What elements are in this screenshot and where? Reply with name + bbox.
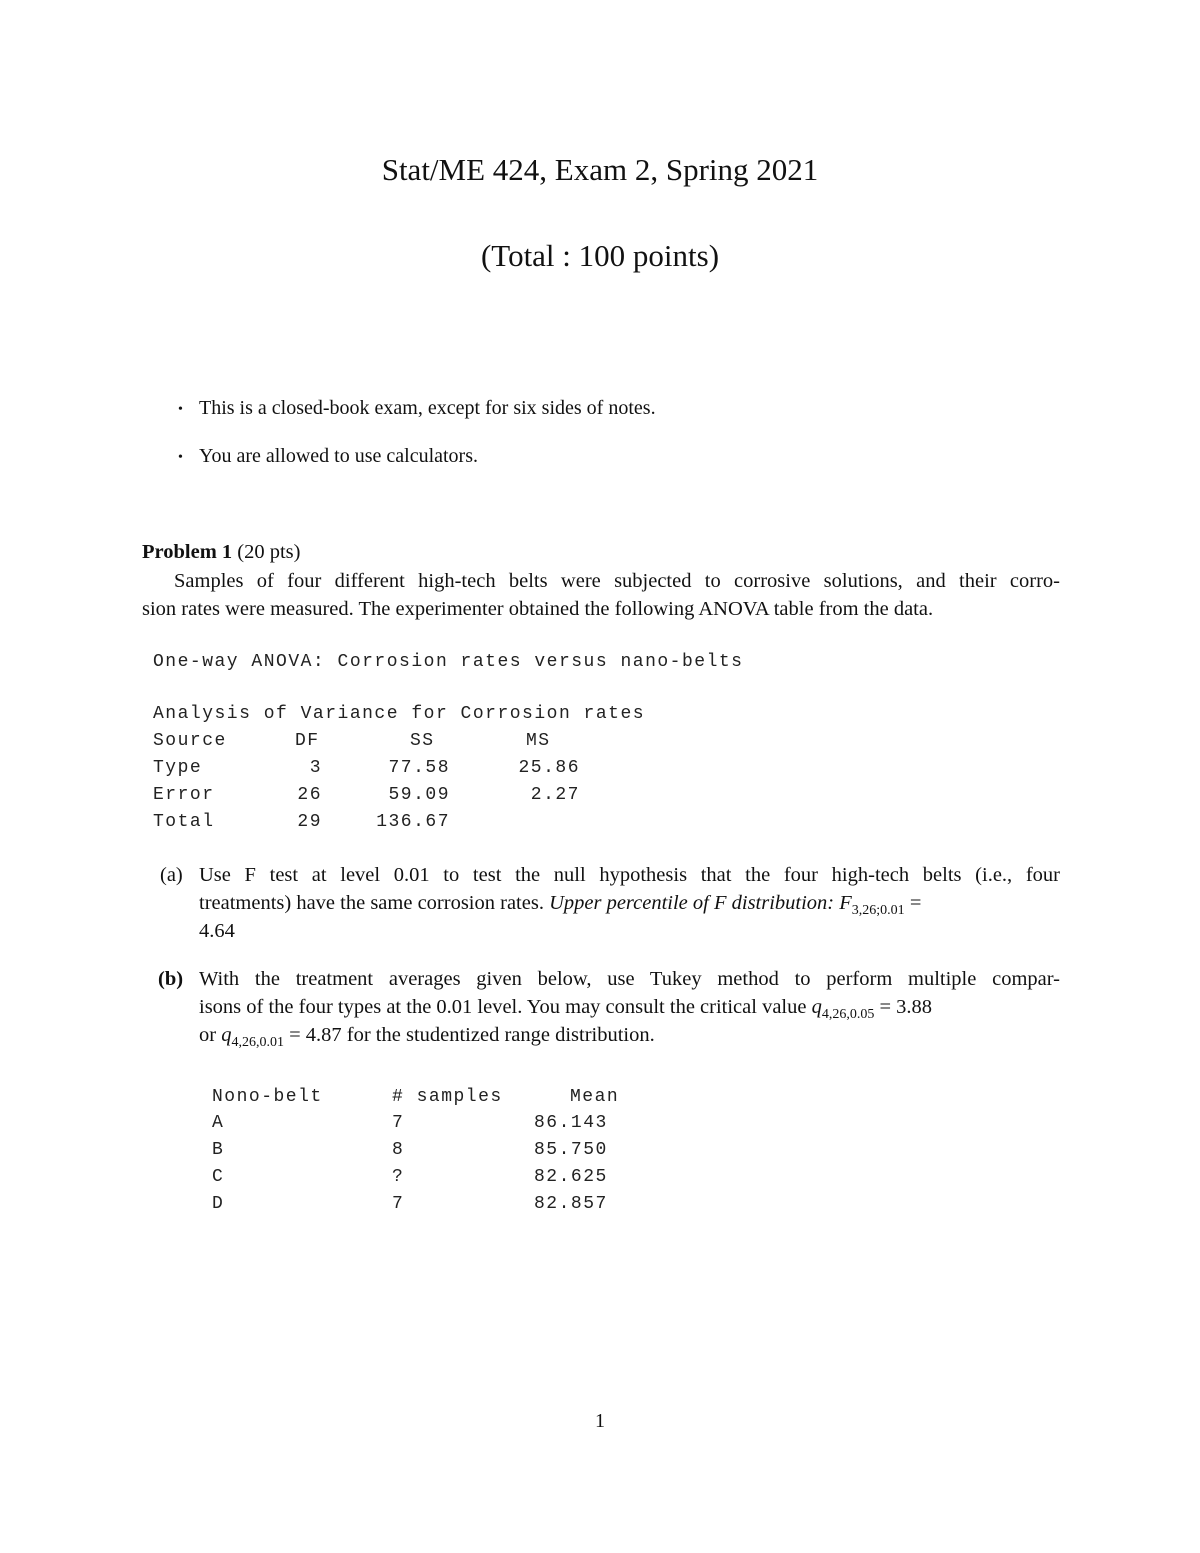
anova-cell-df: 3 — [309, 758, 322, 778]
q-symbol: q — [811, 996, 822, 1018]
means-cell-samples: 7 — [392, 1194, 405, 1214]
part-b-line3-post: for the studentized range distribution. — [346, 1024, 655, 1046]
anova-cell-df: 29 — [297, 812, 322, 832]
means-cell-samples: ? — [392, 1167, 405, 1187]
anova-cell-ss: 59.09 — [388, 785, 450, 805]
total-points: (Total : 100 points) — [480, 238, 720, 273]
q-value: = 3.88 — [879, 996, 933, 1018]
anova-cell-ss: 136.67 — [376, 812, 450, 832]
q-value: = 4.87 — [289, 1024, 342, 1046]
means-header-samples: # samples — [392, 1087, 503, 1107]
part-b-line1: With the treatment averages given below, use Tukey method to perform multiple compar- — [199, 968, 1060, 990]
means-cell-mean: 82.857 — [534, 1194, 608, 1214]
means-cell-belt: A — [212, 1113, 225, 1133]
anova-cell-ss: 77.58 — [388, 758, 450, 778]
f-subscript: 3,26;0.01 — [851, 903, 905, 918]
q-subscript: 4,26,0.05 — [821, 1007, 875, 1022]
means-cell-belt: B — [212, 1140, 225, 1160]
anova-header-ms: MS — [526, 731, 551, 751]
q-symbol: q — [221, 1024, 232, 1046]
anova-cell-ms: 25.86 — [518, 758, 580, 778]
part-a-line2-text: treatments) have the same corrosion rates. — [199, 892, 544, 914]
part-b-line3-pre: or — [199, 1024, 217, 1046]
part-a-line1: Use F test at level 0.01 to test the null hypothesis that the four high-tech belts (i.e., four — [199, 864, 1060, 886]
page-number: 1 — [595, 1410, 605, 1432]
bullet-item: You are allowed to use calculators. — [199, 445, 479, 467]
part-a-line3: 4.64 — [199, 920, 235, 942]
means-cell-samples: 7 — [392, 1113, 405, 1133]
anova-cell-source: Total — [153, 812, 215, 832]
anova-subtitle: Analysis of Variance for Corrosion rates — [153, 704, 646, 724]
anova-cell-ms: 2.27 — [530, 785, 580, 805]
problem-title: Problem 1 — [142, 541, 233, 563]
means-header-mean: Mean — [570, 1087, 620, 1107]
means-cell-mean: 85.750 — [534, 1140, 608, 1160]
means-cell-belt: D — [212, 1194, 225, 1214]
anova-cell-source: Type — [153, 758, 203, 778]
means-cell-belt: C — [212, 1167, 225, 1187]
f-equals: = — [909, 892, 922, 914]
bullet-icon: • — [178, 450, 183, 465]
means-cell-mean: 86.143 — [534, 1113, 608, 1133]
anova-header-df: DF — [295, 731, 320, 751]
anova-title: One-way ANOVA: Corrosion rates versus nano-belts — [153, 652, 744, 672]
means-cell-mean: 82.625 — [534, 1167, 608, 1187]
problem-intro-line2: sion rates were measured. The experimenter obtained the following ANOVA table from the data. — [142, 598, 934, 620]
part-b-label-text: (b) — [158, 968, 184, 990]
part-b-label — [158, 968, 183, 991]
part-a-line2 — [199, 892, 1060, 918]
part-b-line2 — [199, 996, 933, 1022]
anova-cell-df: 26 — [297, 785, 322, 805]
part-a-label: (a) — [160, 864, 183, 886]
means-header-belt: Nono-belt — [212, 1087, 323, 1107]
problem-intro-line1: Samples of four different high-tech belts were subjected to corrosive solutions, and their corro- — [174, 570, 1060, 592]
anova-cell-source: Error — [153, 785, 215, 805]
f-symbol: F — [839, 892, 852, 914]
means-cell-samples: 8 — [392, 1140, 405, 1160]
anova-header-source: Source — [153, 731, 227, 751]
problem-heading — [142, 541, 300, 564]
bullet-icon: • — [178, 402, 183, 417]
q-subscript: 4,26,0.01 — [231, 1035, 284, 1050]
part-a-line2-italic: Upper percentile of F distribution: — [549, 892, 835, 914]
bullet-item: This is a closed-book exam, except for six sides of notes. — [199, 397, 656, 419]
exam-title: Stat/ME 424, Exam 2, Spring 2021 — [381, 152, 819, 187]
part-b-line3 — [199, 1024, 655, 1050]
problem-points: (20 pts) — [237, 541, 301, 563]
part-b-line2-text: isons of the four types at the 0.01 level. You may consult the critical value — [199, 996, 807, 1018]
anova-header-ss: SS — [410, 731, 435, 751]
